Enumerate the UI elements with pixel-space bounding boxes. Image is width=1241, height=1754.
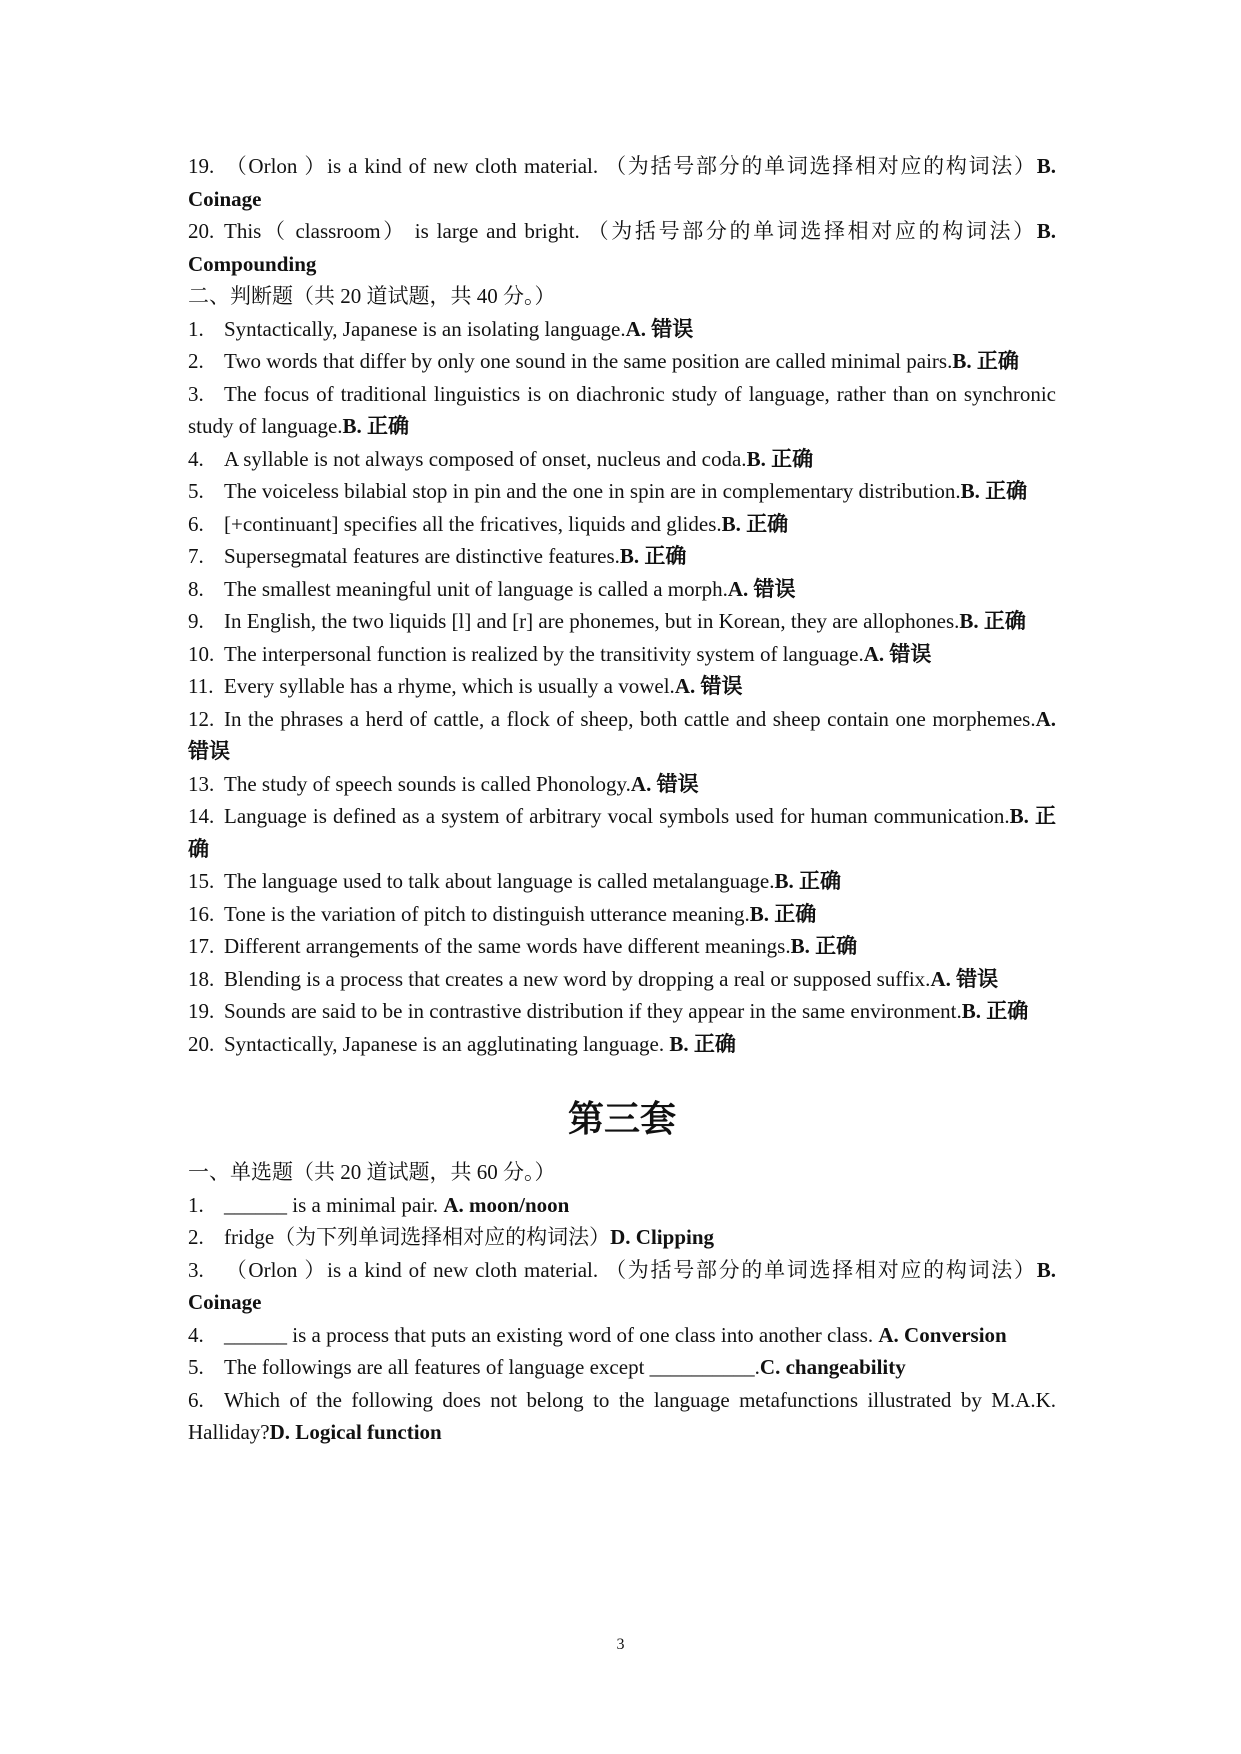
answer-text: B. 正确 [961,999,1029,1023]
question-item [188,1351,1056,1384]
question-text: In English, the two liquids [l] and [r] are phonemes, but in Korean, they are allophones. [224,609,960,633]
answer-text: B. 正确 [749,901,817,926]
question-text: Which of the following does not belong to the language metafunctions illustrated by M.A.K. Halliday? [188,1387,1056,1444]
answer-text: B. 正确 [619,544,687,568]
question-number: 8. [188,576,204,601]
question-number: 2. [188,349,204,373]
question-item [188,638,1056,671]
section-heading-judgement: 二、判断题（共 20 道试题，共 40 分。） [188,284,556,308]
question-text: （Orlon ）is a kind of new cloth material. （为括号部分的单词选择相对应的构词法） [224,154,1037,178]
answer-text: B. 正确 [959,609,1026,633]
question-item [188,540,1056,573]
question-text: Syntactically, Japanese is an isolating language. [224,316,626,341]
section-heading-choice: 一、单选题（共 20 道试题，共 60 分。） [188,1160,556,1184]
answer-text: B. 正确 [669,1031,736,1056]
answer-text: B. 正确 [342,414,410,438]
choice-list [188,1189,1056,1449]
part-a-list [188,150,1056,280]
question-item [188,1384,1056,1449]
answer-text: D. Clipping [610,1225,715,1249]
answer-text: B. 正确 [721,511,789,536]
question-text: （Orlon ）is a kind of new cloth material. （为括号部分的单词选择相对应的构词法） [224,1257,1037,1282]
question-text: Blending is a process that creates a new word by dropping a real or supposed suffix. [224,966,931,991]
question-text: The language used to talk about language is called metalanguage. [224,869,775,893]
question-text: The followings are all features of language except __________. [224,1355,760,1379]
answer-text: A. 错误 [630,771,699,796]
question-number: 13. [188,771,215,796]
question-text: fridge（为下列单词选择相对应的构词法） [224,1225,611,1249]
question-number: 11. [188,674,214,698]
question-item [188,670,1056,703]
question-text: [+continuant] specifies all the fricatives, liquids and glides. [224,511,722,536]
question-item [188,1028,1056,1061]
question-item [188,1254,1056,1319]
question-item [188,898,1056,931]
question-item [188,768,1056,801]
question-item [188,605,1056,638]
question-number: 17. [188,934,215,958]
question-text: Tone is the variation of pitch to distinguish utterance meaning. [224,901,750,926]
question-text: ______ is a process that puts an existing word of one class into another class. [224,1322,879,1347]
answer-text: A. 错误 [674,674,743,698]
question-number: 4. [188,446,204,471]
question-item [188,703,1056,768]
question-text: The voiceless bilabial stop in pin and the one in spin are in complementary distribution. [224,479,961,503]
answer-text: A. 错误 [930,966,999,991]
question-item [188,930,1056,963]
question-text: The interpersonal function is realized by the transitivity system of language. [224,641,864,666]
question-text: The smallest meaningful unit of language is called a morph. [224,576,728,601]
answer-text: B. 正确 [746,446,814,471]
question-number: 18. [188,966,215,991]
question-number: 3. [188,1257,204,1282]
question-text: ______ is a minimal pair. [224,1192,444,1217]
question-number: 5. [188,479,204,503]
page-number: 3 [616,1636,625,1653]
question-number: 12. [188,706,215,731]
answer-text: B. Compounding [188,219,1056,276]
question-number: 5. [188,1355,204,1379]
question-item [188,1189,1056,1222]
answer-text: A. Conversion [878,1322,1007,1347]
question-item [188,345,1056,378]
question-item [188,378,1056,443]
answer-text: A. 错误 [863,641,932,666]
question-text: The study of speech sounds is called Phonology. [224,771,631,796]
question-number: 6. [188,1387,204,1412]
question-text: Sounds are said to be in contrastive distribution if they appear in the same environment. [224,999,962,1023]
question-text: Supersegmatal features are distinctive features. [224,544,620,568]
answer-text: B. 正确 [952,349,1019,373]
question-item [188,508,1056,541]
question-number: 1. [188,1192,204,1217]
question-text: Syntactically, Japanese is an agglutinating language. [224,1031,670,1056]
question-item [188,995,1056,1028]
question-item [188,573,1056,606]
question-number: 19. [188,999,215,1023]
question-number: 4. [188,1322,204,1347]
answer-text: A. moon/noon [443,1192,570,1217]
question-item [188,963,1056,996]
answer-text: B. 正确 [188,804,1056,861]
answer-text: B. 正确 [960,479,1028,503]
question-number: 14. [188,804,215,828]
question-number: 7. [188,544,204,568]
question-text: Language is defined as a system of arbitrary vocal symbols used for human communication. [224,804,1010,828]
answer-text: B. 正确 [774,869,841,893]
question-number: 10. [188,641,215,666]
page-content [188,150,1056,1449]
question-item [188,150,1056,215]
answer-text: C. changeability [759,1355,906,1379]
question-text: Two words that differ by only one sound in the same position are called minimal pairs. [224,349,953,373]
answer-text: D. Logical function [269,1420,442,1444]
question-number: 20. [188,219,215,243]
question-number: 2. [188,1225,204,1249]
question-text: In the phrases a herd of cattle, a flock of sheep, both cattle and sheep contain one morphemes. [224,706,1036,731]
judgement-list [188,313,1056,1061]
question-item [188,800,1056,865]
answer-text: A. 错误 [625,316,694,341]
question-number: 19. [188,154,215,178]
question-item [188,443,1056,476]
question-text: The focus of traditional linguistics is on diachronic study of language, rather than on synchronic study of language. [188,381,1056,438]
answer-text: B. Coinage [188,154,1056,211]
question-number: 16. [188,901,215,926]
question-number: 1. [188,316,204,341]
question-text: Different arrangements of the same words have different meanings. [224,934,791,958]
question-number: 6. [188,511,204,536]
question-number: 9. [188,609,204,633]
question-item [188,1319,1056,1352]
answer-text: A. 错误 [188,706,1056,763]
question-item [188,215,1056,280]
question-item [188,865,1056,898]
set-title: 第三套 [567,1099,676,1140]
question-number: 20. [188,1031,215,1056]
answer-text: B. Coinage [188,1257,1056,1314]
question-item [188,313,1056,346]
question-text: A syllable is not always composed of onset, nucleus and coda. [224,446,747,471]
question-number: 3. [188,381,204,406]
question-text: This（ classroom） is large and bright. （为括号部分的单词选择相对应的构词法） [224,219,1037,243]
answer-text: B. 正确 [790,934,858,958]
question-number: 15. [188,869,215,893]
answer-text: A. 错误 [727,576,796,601]
question-item [188,1221,1056,1254]
question-text: Every syllable has a rhyme, which is usually a vowel. [224,674,675,698]
question-item [188,475,1056,508]
